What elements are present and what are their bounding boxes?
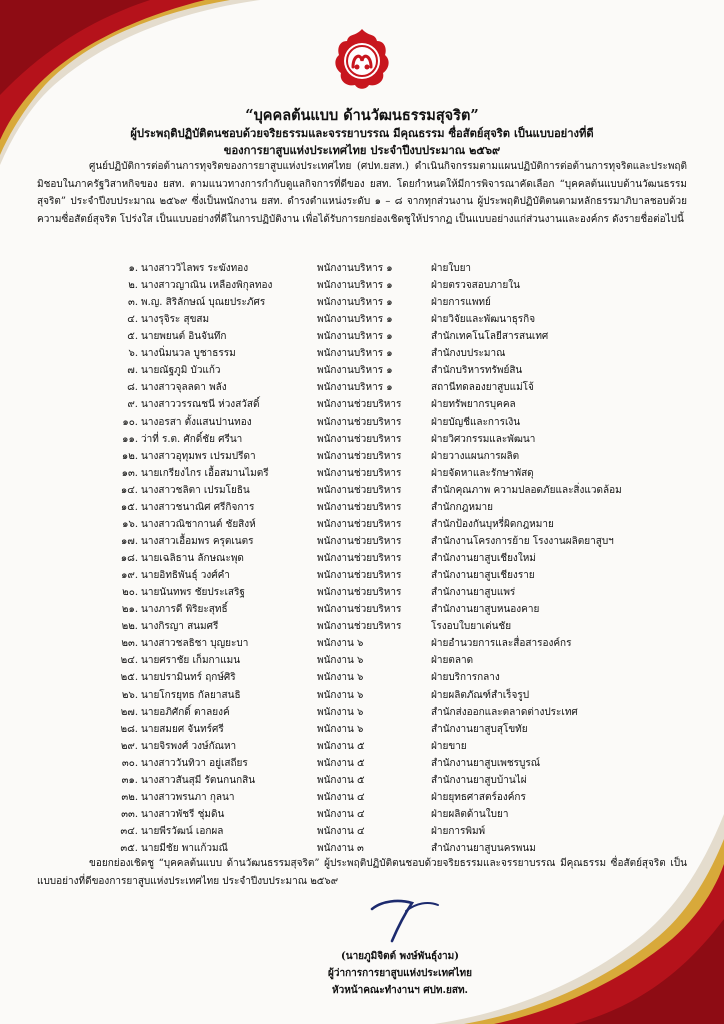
item-number: ๑๒. [121, 450, 138, 462]
item-number: ๙. [127, 399, 138, 411]
person-name: นางรุจิระ สุขสม [141, 314, 210, 326]
person-name: นางสาวอุทุมพร เปรมปรีดา [141, 450, 256, 462]
list-item [0, 652, 724, 669]
item-number: ๑๐. [122, 416, 138, 428]
person-department: สำนักงานโครงการย้าย โรงงานผลิตยาสูบฯ [431, 535, 614, 547]
person-name: นายจิรพงศ์ วงษ์กัณหา [141, 740, 237, 752]
intro-paragraph: ศูนย์ปฏิบัติการต่อต้านการทุจริตของการยาสูบแห่งประเทศไทย (ศปท.ยสท.) ดำเนินกิจกรรมตามแผนปฏิบัติการต่อต้านการทุจริตและประพฤติมิชอบในภาครัฐวิสาหกิจของ ยสท. ตามแนวทางการกำกับดูแลกิจการที่ดีของ ยสท. โดยกำหนดให้มีการพิจารณาคัดเลือก “บุคคลต้นแบบด้านวัฒนธรรมสุจริต” ประจำปีงบประมาณ ๒๕๖๙ ซึ่งเป็นพนักงาน ยสท. ดำรงตำแหน่งระดับ ๑ – ๘ จากทุกส่วนงาน ผู้ประพฤติปฏิบัติตนตามหลักธรรมาภิบาลชอบด้วยความซื่อสัตย์สุจริต โปร่งใส เป็นแบบอย่างที่ดีในการปฏิบัติงาน เพื่อได้รับการยกย่องเชิดชูให้ปรากฏ เป็นแบบอย่างแก่ส่วนงานและองค์กร ดังรายชื่อต่อไปนี้ [37, 161, 687, 225]
person-position: พนักงานช่วยบริหาร [317, 553, 402, 565]
person-department: ฝ่ายบัญชีและการเงิน [431, 416, 521, 428]
person-department: ฝ่ายยุทธศาสตร์องค์กร [431, 791, 526, 803]
item-number: ๑๖. [122, 518, 138, 530]
signer-name: (นายภูมิจิตต์ พงษ์พันธุ์งาม) [341, 951, 459, 962]
closing-paragraph: ขอยกย่องเชิดชู “บุคคลต้นแบบ ด้านวัฒนธรรมสุจริต” ผู้ประพฤติปฏิบัติตนชอบด้วยจริยธรรมและจรรยาบรรณ มีคุณธรรม ซื่อสัตย์สุจริต เป็นแบบอย่างที่ดีของการยาสูบแห่งประเทศไทย ประจำปีงบประมาณ ๒๕๖๙ [37, 858, 687, 887]
person-department: ฝ่ายขาย [431, 740, 467, 752]
item-number: ๔. [127, 314, 138, 326]
person-name: นายปรามินทร์ ฤกษ์ศิริ [141, 672, 236, 684]
person-department: สำนักงานยาสูบหนองคาย [431, 604, 540, 616]
person-position: พนักงานบริหาร ๑ [317, 331, 393, 343]
item-number: ๖. [128, 348, 138, 360]
person-position: พนักงาน ๔ [317, 825, 365, 837]
list-item [0, 772, 724, 789]
item-number: ๘. [127, 382, 138, 394]
person-position: พนักงาน ๖ [317, 706, 364, 718]
person-position: พนักงานบริหาร ๑ [317, 382, 393, 394]
person-department: สำนักงานยาสูบบ้านไผ่ [431, 774, 527, 786]
item-number: ๒๗. [120, 706, 138, 718]
person-department: ฝ่ายใบยา [431, 263, 472, 274]
list-item [0, 584, 724, 601]
list-item [0, 465, 724, 482]
organization-logo [331, 27, 393, 91]
person-department: สำนักงบประมาณ [431, 348, 506, 360]
person-position: พนักงานช่วยบริหาร [317, 450, 402, 462]
person-position: พนักงาน ๖ [317, 638, 364, 650]
person-department: ฝ่ายวิจัยและพัฒนาธุรกิจ [431, 314, 536, 326]
item-number: ๕. [127, 331, 138, 343]
item-number: ๓๔. [120, 825, 138, 837]
item-number: ๒๕. [120, 672, 138, 684]
person-position: พนักงาน ๖ [317, 723, 364, 735]
person-position: พนักงานช่วยบริหาร [317, 484, 402, 496]
person-position: พนักงานช่วยบริหาร [317, 604, 402, 616]
list-item [0, 721, 724, 738]
item-number: ๑๙. [121, 570, 138, 582]
list-item [0, 345, 724, 362]
person-department: ฝ่ายจัดหาและรักษาพัสดุ [431, 467, 534, 479]
person-name: นายมีชัย พาแก้วมณี [141, 843, 228, 855]
person-department: สำนักกฎหมาย [431, 501, 494, 513]
person-name: นายณัฐภูมิ บัวแก้ว [141, 365, 221, 377]
item-number: ๒๓. [121, 638, 138, 650]
person-name: นางอรสา ตั้งแสนปานทอง [141, 416, 252, 428]
list-item [0, 550, 724, 567]
person-name: นางสาวณิชากานต์ ชัยสิงห์ [141, 518, 256, 530]
person-position: พนักงาน ๓ [317, 843, 364, 855]
person-position: พนักงาน ๖ [317, 672, 364, 684]
item-number: ๑๑. [122, 433, 138, 445]
person-position: พนักงานช่วยบริหาร [317, 535, 402, 547]
person-name: นางสาววรรณชนี ห่วงสวัสดิ์ [141, 399, 260, 411]
person-department: โรงอบใบยาเด่นชัย [431, 621, 512, 633]
person-name: นางสาวญาณิน เหลืองพิกุลทอง [141, 280, 273, 292]
list-item [0, 328, 724, 345]
person-name: นางสาววันทิวา อยู่เสถียร [141, 757, 248, 769]
list-item [0, 499, 724, 516]
subtitle-line-1: ผู้ประพฤติปฏิบัติตนชอบด้วยจริยธรรมและจรรยาบรรณ มีคุณธรรม ซื่อสัตย์สุจริต เป็นแบบอย่างที่ดี [130, 126, 594, 140]
handwritten-signature [368, 895, 442, 943]
person-position: พนักงานช่วยบริหาร [317, 399, 402, 411]
person-name: นางสาวชลิตา เปรมโยธิน [141, 484, 250, 496]
person-department: สำนักป้องกันบุหรี่ผิดกฎหมาย [431, 518, 554, 530]
person-department: ฝ่ายอำนวยการและสื่อสารองค์กร [431, 638, 572, 650]
list-item [0, 823, 724, 840]
list-item [0, 687, 724, 704]
person-name: ว่าที่ ร.ต. ศักดิ์ชัย ศรีนา [141, 433, 243, 445]
person-position: พนักงานบริหาร ๑ [317, 280, 393, 292]
person-department: ฝ่ายวิศวกรรมและพัฒนา [431, 433, 536, 445]
item-number: ๒. [128, 280, 138, 292]
person-name: นางสาวพัชรี ชุ่มดิน [141, 808, 225, 820]
person-position: พนักงาน ๔ [317, 808, 365, 820]
list-item [0, 601, 724, 618]
person-department: สำนักงานยาสูบเชียงราย [431, 570, 535, 582]
list-item [0, 789, 724, 806]
person-position: พนักงาน ๕ [317, 774, 365, 786]
list-item [0, 379, 724, 396]
person-name: นางกิรญา สนมศรี [141, 621, 219, 633]
person-position: พนักงานช่วยบริหาร [317, 518, 402, 530]
item-number: ๒๔. [120, 655, 138, 667]
person-position: พนักงานช่วยบริหาร [317, 433, 402, 445]
person-name: นายนันทพร ชัยประเสริฐ [141, 587, 245, 599]
person-position: พนักงานบริหาร ๑ [317, 365, 393, 377]
person-department: ฝ่ายตรวจสอบภายใน [431, 280, 520, 292]
person-department: สำนักส่งออกและตลาดต่างประเทศ [431, 706, 578, 718]
person-department: ฝ่ายตลาด [431, 655, 474, 667]
item-number: ๒๑. [121, 604, 138, 616]
list-item [0, 704, 724, 721]
person-name: นางสาววิไลพร ระฆังทอง [141, 263, 249, 274]
item-number: ๒๐. [122, 587, 138, 599]
person-department: สำนักงานยาสูบเชียงใหม่ [431, 553, 536, 565]
person-department: สำนักงานยาสูบเพชรบูรณ์ [431, 757, 541, 769]
person-name: นายโกรยุทธ กัลยาสนธิ [141, 689, 241, 701]
person-department: สำนักงานยาสูบสุโขทัย [431, 723, 528, 735]
person-name: นางสาวจุลลดา พลัง [141, 382, 227, 394]
item-number: ๓. [127, 297, 138, 309]
person-department: ฝ่ายบริการกลาง [431, 672, 500, 684]
list-item [0, 362, 724, 379]
person-department: ฝ่ายผลิตภัณฑ์สำเร็จรูป [431, 689, 530, 701]
list-item [0, 618, 724, 635]
item-number: ๓๕. [120, 843, 138, 855]
person-name: นางสาวสันสุมี รัตนกนกสิน [141, 774, 256, 786]
item-number: ๓๑. [121, 774, 138, 786]
person-department: ฝ่ายวางแผนการผลิต [431, 450, 520, 462]
person-name: พ.ญ. สิริลักษณ์ บุณยประภัศร [141, 297, 266, 309]
person-name: นางสาวชลธิชา บุญยะบา [141, 638, 249, 650]
item-number: ๑๘. [120, 553, 138, 565]
signer-title: ผู้ว่าการการยาสูบแห่งประเทศไทย [328, 968, 472, 979]
person-department: สำนักบริหารทรัพย์สิน [431, 365, 523, 377]
person-name: นางสาวชนาณิศ ศรีกิจการ [141, 501, 255, 513]
item-number: ๒๖. [121, 689, 138, 701]
person-position: พนักงานช่วยบริหาร [317, 501, 402, 513]
list-item [0, 635, 724, 652]
list-item [0, 414, 724, 431]
person-name: นายศราชัย เก็มกาแมน [141, 655, 241, 667]
item-number: ๒๘. [120, 723, 138, 735]
item-number: ๒๙. [120, 740, 138, 752]
person-department: ฝ่ายผลิตด้านใบยา [431, 808, 509, 820]
list-item [0, 311, 724, 328]
list-item [0, 806, 724, 823]
subtitle-line-2: ของการยาสูบแห่งประเทศไทย ประจำปีงบประมาณ ๒๕๖๙ [223, 143, 501, 157]
item-number: ๒๒. [121, 621, 138, 633]
person-name: นายเกรียงไกร เอื้อสมานไมตรี [141, 467, 269, 479]
page-title: “บุคคลต้นแบบ ด้านวัฒนธรรมสุจริต” [245, 107, 479, 124]
person-name: นายพยนต์ อินจันทึก [141, 331, 227, 343]
list-item [0, 482, 724, 499]
person-name: นางนิ่มนวล บูชาธรรม [141, 348, 236, 360]
person-position: พนักงานบริหาร ๑ [317, 314, 393, 326]
list-item [0, 516, 724, 533]
person-department: สำนักเทคโนโลยีสารสนเทศ [431, 331, 549, 343]
list-item [0, 294, 724, 311]
person-position: พนักงานช่วยบริหาร [317, 621, 402, 633]
list-item [0, 260, 724, 277]
item-number: ๑๔. [120, 484, 138, 496]
person-department: สถานีทดลองยาสูบแม่โจ้ [431, 382, 534, 394]
person-name: นางสาวพรนภา กุลนา [141, 791, 235, 803]
list-item [0, 396, 724, 413]
list-item [0, 533, 724, 550]
item-number: ๑๗. [120, 535, 138, 547]
person-name: นางสาวเอื้อมพร ครุตเนตร [141, 535, 254, 547]
item-number: ๑. [128, 263, 138, 274]
list-item [0, 277, 724, 294]
list-item [0, 448, 724, 465]
person-name: นายอภิศักดิ์ ตาลยงค์ [141, 706, 230, 718]
person-position: พนักงานบริหาร ๑ [317, 297, 393, 309]
item-number: ๓๓. [121, 808, 138, 820]
list-item [0, 431, 724, 448]
person-position: พนักงานช่วยบริหาร [317, 416, 402, 428]
person-position: พนักงาน ๖ [317, 689, 364, 701]
person-position: พนักงาน ๕ [317, 757, 365, 769]
person-position: พนักงานช่วยบริหาร [317, 570, 402, 582]
person-position: พนักงานบริหาร ๑ [317, 263, 393, 274]
list-item [0, 567, 724, 584]
person-department: สำนักงานยาสูบนครพนม [431, 843, 536, 855]
person-name: นายพีรวัฒน์ เอกผล [141, 825, 224, 837]
person-department: ฝ่ายการพิมพ์ [431, 825, 486, 837]
person-department: ฝ่ายการแพทย์ [431, 297, 491, 309]
person-name: นายเฉลิธาน ลักษณะพุด [141, 553, 244, 565]
person-position: พนักงาน ๖ [317, 655, 364, 667]
item-number: ๑๓. [121, 467, 138, 479]
person-name: นายอิทธิพันธุ์ วงศ์คำ [141, 570, 230, 582]
signer-role: หัวหน้าคณะทำงานฯ ศปท.ยสท. [331, 985, 469, 996]
person-position: พนักงานช่วยบริหาร [317, 467, 402, 479]
person-department: สำนักงานยาสูบแพร่ [431, 587, 516, 599]
list-item [0, 669, 724, 686]
person-position: พนักงาน ๔ [317, 791, 365, 803]
item-number: ๓๒. [121, 791, 138, 803]
list-item [0, 738, 724, 755]
item-number: ๓๐. [121, 757, 138, 769]
person-position: พนักงานบริหาร ๑ [317, 348, 393, 360]
person-position: พนักงานช่วยบริหาร [317, 587, 402, 599]
person-department: สำนักคุณภาพ ความปลอดภัยและสิ่งแวดล้อม [431, 484, 622, 496]
person-department: ฝ่ายทรัพยากรบุคคล [431, 399, 516, 411]
person-name: นายสมยศ จันทร์ศรี [141, 723, 224, 735]
person-position: พนักงาน ๕ [317, 740, 365, 752]
item-number: ๑๕. [120, 501, 138, 513]
item-number: ๗. [127, 365, 138, 377]
list-item [0, 755, 724, 772]
person-name: นางภารดี พิริยะสุทธิ์ [141, 604, 228, 616]
